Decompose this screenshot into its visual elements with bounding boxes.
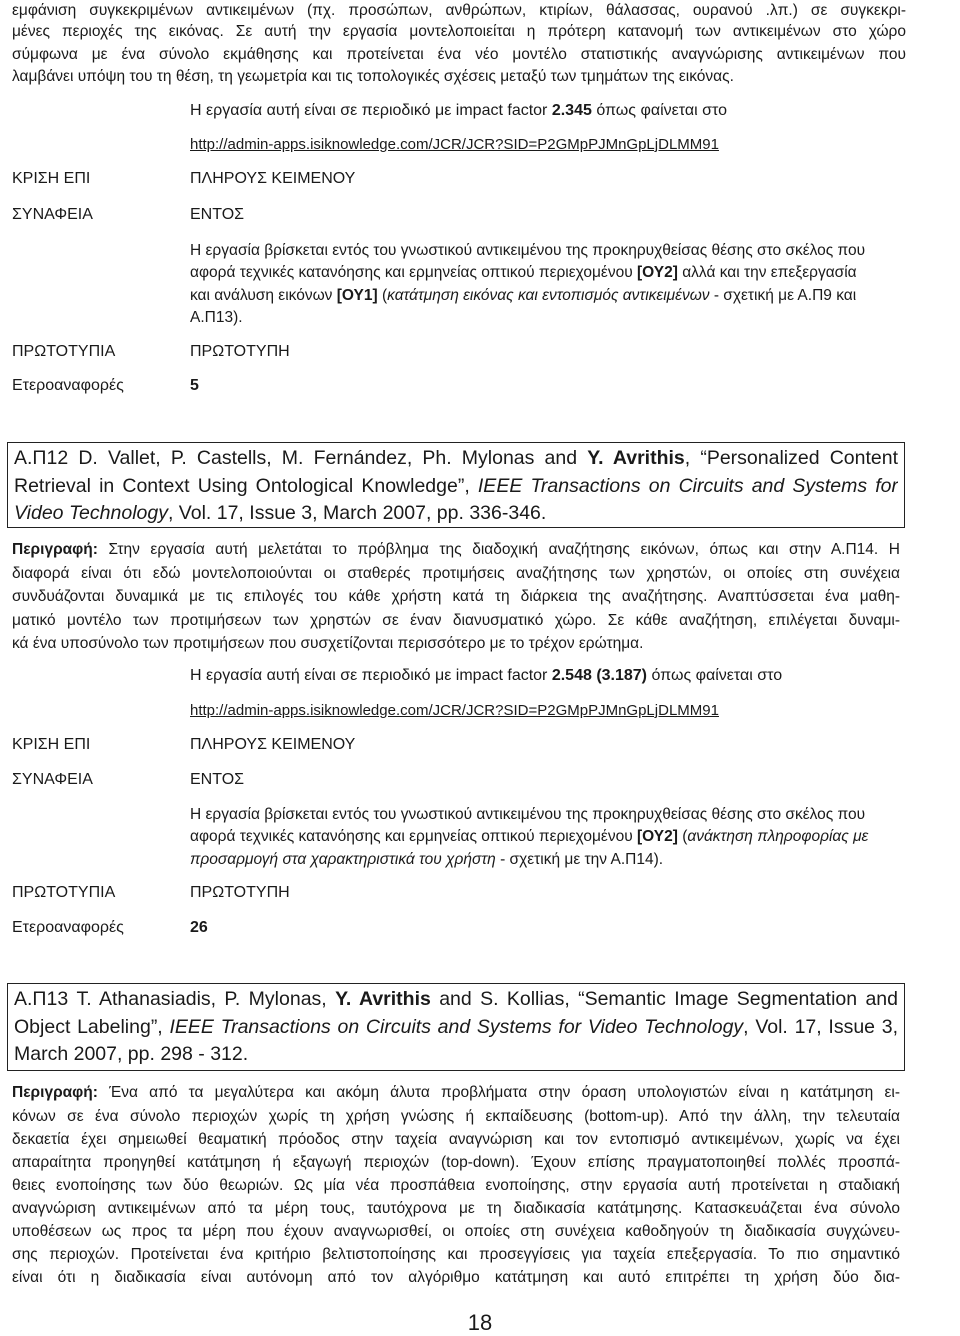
relevance-italic: κατάτμηση εικόνας και εντοπισμός αντικειμένων [387,287,710,304]
relevance-line [190,285,856,307]
reference-authors: Α.Π12 D. Vallet, P. Castells, M. Fernández, Ph. Mylonas and [14,447,588,469]
jcr-link[interactable]: http://admin-apps.isiknowledge.com/JCR/JCR?SID=P2GMpPJMnGpLjDLMM91 [190,702,719,719]
intro-line: σύμφωνα με ένα σύνολο εκμάθησης και προτείνεται ένα νέο μοντέλο στατιστικής αναγνώρισης αντικειμένων που [12,46,906,63]
relevance-italic: ανάκτηση πληροφορίας με [687,828,869,845]
description-text: Στην εργασία αυτή μελετάται το πρόβλημα της διαδοχική αναζήτησης εικόνων, όπως και στην Α.Π14. Η [97,541,900,558]
impact-suffix: όπως φαίνεται στο [647,667,783,684]
impact-factor-line [190,665,782,687]
impact-value: 2.548 (3.187) [551,667,648,684]
label-krisi: ΚΡΙΣΗ ΕΠΙ [12,170,91,187]
relevance-line [190,262,857,284]
relevance-text: αφορά τεχνικές κατανόησης και ερμηνείας οπτικού περιεχομένου [190,828,637,845]
description-line [12,539,900,561]
description-line: κά ένα υποσύνολο των προτιμήσεων που συσχετίζονται περισσότερο με το τρέχον ερώτημα. [12,635,644,652]
description-line: ματικό μοντέλο των προτιμήσεων των χρηστών σε έναν διανυσματικό χώρο. Σε κάθε αναζήτηση, επιλέγεται δυναμι- [12,612,900,629]
description-line: αναγνώριση αντικειμένων από τα μέρη τους, ταυτόχρονα με τη διαδικασία κατάτμησης. Κατασκευάζεται ένα σύνολο [12,1200,900,1217]
relevance-code: [ΟΥ2] [636,828,678,845]
description-line: θειες ενοποίησης των δύο θεωριών. Ως μία νέα προσπάθεια ενοποίησης, στην εργασία αυτή προτείνεται η σταδιακή [12,1177,900,1194]
description-line: υποθέσεων ως προς τα μέρη που έχουν αναγνωρισθεί, οι οποίες στη συνέχεια καθοδηγούν τη διαδικασία συγχώνευ- [12,1223,900,1240]
reference-authors: Α.Π13 T. Athanasiadis, P. Mylonas, [14,988,336,1010]
label-synafeia: ΣΥΝΑΦΕΙΑ [12,206,93,223]
label-krisi: ΚΡΙΣΗ ΕΠΙ [12,736,91,753]
relevance-line [190,849,663,871]
impact-suffix: όπως φαίνεται στο [591,102,727,119]
description-label: Περιγραφή: [12,541,98,558]
intro-line: λαμβάνει υπόψη του τη θέση, τη γεωμετρία και τις τοπολογικές σχέσεις μεταξύ των τμημάτων της εικόνας. [12,68,734,85]
reference-box-ap13 [7,983,905,1071]
value-synafeia: ΕΝΤΟΣ [190,206,245,223]
value-prototypia: ΠΡΩΤΟΤΥΠΗ [190,343,290,360]
relevance-code: [ΟΥ1] [336,287,378,304]
label-prototypia: ΠΡΩΤΟΤΥΠΙΑ [12,343,116,360]
relevance-line: Α.Π13). [190,309,243,326]
description-line: δεκαετία έχει σημειωθεί θεαματική πρόοδος στην ταχεία αναγνώριση και τον εντοπισμό αντικειμένων, χωρίς να έχει [12,1131,900,1148]
reference-title: and S. Kollias, “Semantic Image Segmentation and [430,988,898,1010]
description-line: σης περιοχών. Προτείνεται ένα κριτήριο βελτιστοποίησης και προσεγγίσεις για ταχεία επεξεργασία. Το πιο σημαντικό [12,1246,900,1263]
page-number: 18 [467,1310,493,1335]
value-heteroref: 5 [190,377,199,394]
reference-title: , “Personalized Content [684,447,898,469]
value-synafeia: ΕΝΤΟΣ [190,771,245,788]
reference-line [14,986,898,1014]
impact-prefix: Η εργασία αυτή είναι σε περιοδικό με impact factor [190,102,552,119]
value-prototypia: ΠΡΩΤΟΤΥΠΗ [190,884,290,901]
label-heteroref: Ετεροαναφορές [12,919,124,936]
reference-box-ap12 [7,442,905,528]
relevance-italic: προσαρμογή στα χαρακτηριστικά του χρήστη [190,851,496,868]
relevance-text: αλλά και την επεξεργασία [677,264,857,281]
description-label: Περιγραφή: [12,1084,98,1101]
reference-line [14,500,898,528]
description-text: Ένα από τα μεγαλύτερα και ακόμη άλυτα προβλήματα στην όραση υπολογιστών είναι η κατάτμηση ει- [97,1084,900,1101]
description-line: συνδυάζονται δυναμικά με τις επιλογές του κάθε χρήστη κατά τη διάρκεια της αναζήτησης. Αναπτύσσεται ένα μαθη- [12,588,900,605]
relevance-line [190,826,868,848]
relevance-text: αφορά τεχνικές κατανόησης και ερμηνείας οπτικού περιεχομένου [190,264,637,281]
intro-line: μένες περιοχές της εικόνας. Σε αυτή την εργασία μοντελοποιείται η πρότερη κατανομή των αντικειμένων στο χώρο [12,23,906,40]
reference-line [14,473,898,501]
reference-title: Retrieval in Context Using Ontological Knowledge”, [14,474,478,497]
relevance-text: ( [677,828,688,845]
reference-journal: IEEE Transactions on Circuits and Systems for Video Technology [169,1015,744,1038]
reference-journal: IEEE Transactions on Circuits and Systems for [477,474,898,497]
relevance-text: - σχετική με Α.Π9 και [709,287,857,304]
reference-line: March 2007, pp. 298 - 312. [14,1043,249,1065]
impact-prefix: Η εργασία αυτή είναι σε περιοδικό με impact factor [190,667,552,684]
reference-volume: , Vol. 17, Issue 3, [743,1015,898,1038]
description-line [12,1082,900,1104]
description-line: απαραίτητα προηγηθεί κατάτμηση ή εξαγωγή περιοχών (top-down). Έχουν επίσης πραγματοποιηθεί πολλές προσπά- [12,1154,900,1171]
description-line: διαφορά είναι ότι εδώ μοντελοποιούνται οι σταθερές προτιμήσεις αναζήτησης των χρηστών, οι οποίες στη συνέχεια [12,565,900,582]
reference-journal: Video Technology [14,502,168,524]
value-krisi: ΠΛΗΡΟΥΣ ΚΕΙΜΕΝΟΥ [190,736,356,753]
relevance-text: και ανάλυση εικόνων [190,287,337,304]
relevance-line: Η εργασία βρίσκεται εντός του γνωστικού αντικειμένου της προκηρυχθείσας θέσης στο σκέλος που [190,242,866,259]
relevance-text: - σχετική με την Α.Π14). [495,851,664,868]
reference-highlight-author: Y. Avrithis [335,988,431,1010]
reference-line [14,1014,898,1042]
value-heteroref: 26 [190,919,208,936]
label-prototypia: ΠΡΩΤΟΤΥΠΙΑ [12,884,116,901]
impact-value: 2.345 [551,102,592,119]
reference-line [14,445,898,473]
relevance-line: Η εργασία βρίσκεται εντός του γνωστικού αντικειμένου της προκηρυχθείσας θέσης στο σκέλος που [190,806,866,823]
relevance-code: [ΟΥ2] [636,264,678,281]
jcr-link[interactable]: http://admin-apps.isiknowledge.com/JCR/JCR?SID=P2GMpPJMnGpLjDLMM91 [190,136,719,153]
reference-title: Object Labeling”, [14,1015,170,1038]
intro-line: εμφάνιση συγκεκριμένων αντικειμένων (πχ. προσώπων, ανθρώπων, κτιρίων, θάλασσας, ουρανού .λπ.) σε συγκεκρι- [12,2,906,19]
reference-highlight-author: Y. Avrithis [587,447,685,469]
reference-volume: , Vol. 17, Issue 3, March 2007, pp. 336-346. [167,502,547,524]
description-line: είναι ότι η διαδικασία είναι αυτόνομη από τον αλγόριθμο κατάτμηση και αυτό επιτρέπει τη χρήση δύο δια- [12,1269,900,1286]
relevance-text: ( [377,287,388,304]
description-line: κόνων σε ένα σύνολο περιοχών χωρίς τη χρήση γνώσης ή εκπαίδευσης (bottom-up). Από την άλλη, την τελευταία [12,1108,900,1125]
value-krisi: ΠΛΗΡΟΥΣ ΚΕΙΜΕΝΟΥ [190,170,356,187]
impact-factor-line [190,100,727,122]
label-synafeia: ΣΥΝΑΦΕΙΑ [12,771,93,788]
label-heteroref: Ετεροαναφορές [12,377,124,394]
